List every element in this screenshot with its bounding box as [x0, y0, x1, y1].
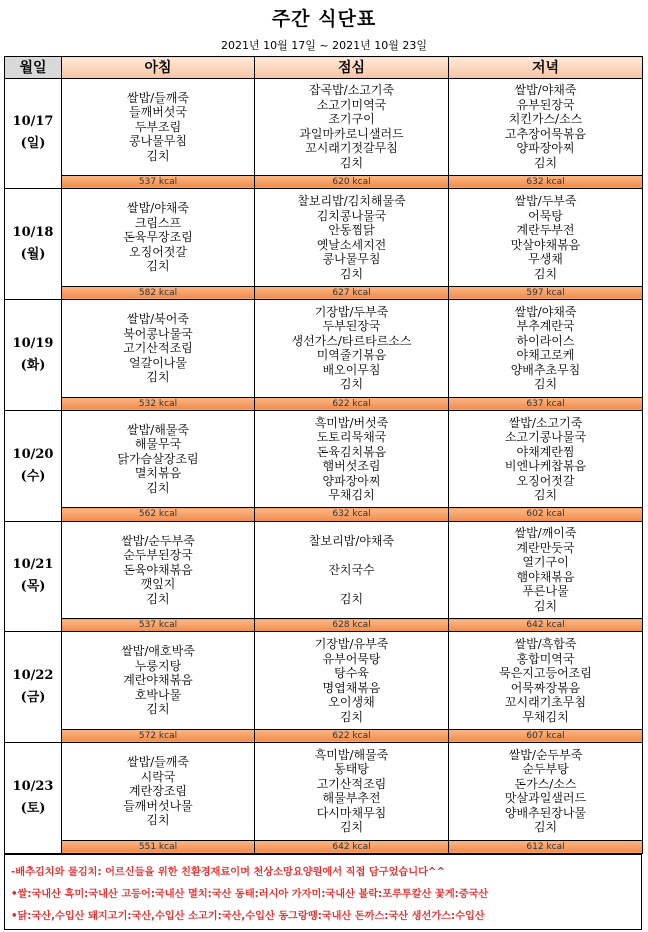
day-date: 10/20: [12, 446, 54, 462]
header-breakfast: 아침: [62, 57, 255, 79]
breakfast-cell: [62, 189, 255, 286]
menu-item: 김치: [146, 259, 170, 274]
menu-item: 순두부된장국: [123, 548, 193, 563]
menu-item: 계란장조림: [129, 784, 187, 799]
day-weekday: (수): [20, 468, 46, 484]
menu-item: 부추계란국: [516, 319, 575, 334]
menu-item: 닭가슴살장조림: [117, 451, 199, 466]
day-row: [5, 300, 643, 397]
menu-item: 치킨가스/소스: [508, 112, 583, 127]
menu-item: 들깨버섯국: [129, 105, 187, 119]
day-date: 10/19: [12, 335, 54, 351]
menu-item: 열기구이: [522, 555, 569, 570]
menu-item: 찰보리밥/김치해물죽: [297, 194, 406, 209]
dinner-kcal: 607 kcal: [449, 729, 643, 742]
dinner-cell: [449, 78, 643, 175]
menu-item: 탕수육: [334, 666, 369, 681]
dinner-cell: [449, 743, 643, 840]
menu-item: 무채김치: [328, 488, 375, 503]
menu-item: 도토리묵채국: [316, 430, 387, 445]
menu-item: 조기구이: [328, 112, 375, 127]
lunch-kcal: 642 kcal: [255, 840, 449, 853]
menu-item: 김치: [339, 709, 364, 724]
menu-item: 쌀밥/흑합죽: [514, 637, 577, 652]
menu-item: 콩나물무침: [322, 252, 381, 267]
menu-item: 콩나물무침: [129, 134, 187, 148]
menu-item: 꼬시래기초무침: [504, 695, 587, 710]
breakfast-cell: [62, 410, 255, 507]
day-label: [5, 410, 62, 521]
lunch-cell: [255, 189, 449, 286]
menu-item: 홍합미역국: [516, 651, 575, 666]
dinner-kcal: 642 kcal: [449, 619, 643, 632]
menu-item: 어묵짜장볶음: [510, 680, 581, 695]
menu-item: 양배추된장나물: [504, 805, 587, 820]
day-label: [5, 300, 62, 411]
lunch-cell: [255, 410, 449, 507]
menu-item: 두부된장국: [322, 319, 381, 334]
menu-item: 김치: [339, 377, 364, 392]
breakfast-cell: [62, 300, 255, 397]
menu-item: 오징어젓갈: [129, 244, 187, 259]
breakfast-kcal: 551 kcal: [62, 840, 255, 853]
menu-item: 쌀밥/들깨죽: [126, 755, 189, 770]
day-date: 10/18: [12, 225, 54, 241]
lunch-cell: [255, 300, 449, 397]
menu-item: 해물무국: [134, 437, 182, 452]
breakfast-kcal: 572 kcal: [62, 729, 255, 742]
dinner-kcal: 632 kcal: [449, 175, 643, 188]
menu-item: 김치: [146, 148, 170, 163]
kcal-row: [5, 286, 643, 299]
menu-item: 옛날소세지전: [316, 237, 387, 252]
header-lunch: 점심: [255, 57, 449, 79]
day-weekday: (화): [20, 357, 46, 373]
kcal-row: [5, 397, 643, 410]
menu-item: 김치: [533, 598, 558, 613]
menu-item: 쌀밥/순두부죽: [121, 533, 195, 548]
notes-box: [4, 854, 642, 930]
day-label: [5, 632, 62, 743]
menu-item: 돈가스/소스: [514, 776, 577, 791]
menu-item: 잔치국수: [328, 562, 375, 577]
header-dinner: 저녁: [449, 57, 643, 79]
menu-item: [255, 577, 448, 592]
lunch-cell: [255, 632, 449, 729]
dinner-cell: [449, 410, 643, 507]
menu-item: 김치콩나물국: [316, 208, 387, 223]
lunch-cell: [255, 521, 449, 618]
lunch-kcal: 622 kcal: [255, 397, 449, 410]
menu-item: 쌀밥/북어죽: [126, 312, 189, 327]
kcal-row: [5, 729, 643, 742]
menu-item: 흑미밥/해물죽: [314, 747, 389, 762]
note-kimchi: -배추김치와 물김치: 어르신들을 위한 친환경재료이며 천상소망요양원에서 직접 담구었습니다^^: [11, 867, 446, 878]
menu-item: [255, 548, 448, 563]
day-date: 10/22: [12, 668, 54, 684]
day-row: [5, 78, 643, 175]
menu-item: 시락국: [140, 769, 176, 784]
note-origin-seafood: •쌀:국내산 흑미:국내산 고등어:국내산 멸치:국산 동태:러시아 가자미:국내산 볼락:포루투칼산 꽃게:중국산: [11, 889, 489, 900]
menu-item: 생선가스/타르타르소스: [291, 333, 412, 348]
menu-item: 맛살야채볶음: [510, 237, 581, 252]
day-date: 10/21: [12, 557, 54, 573]
menu-item: 흑미밥/버섯죽: [314, 415, 389, 430]
menu-item: 야채고로케: [516, 348, 575, 363]
menu-item: 김치: [339, 266, 364, 281]
menu-item: 순두부탕: [522, 762, 569, 777]
menu-item: 햄버섯조림: [322, 459, 381, 474]
kcal-row: [5, 175, 643, 188]
day-label: [5, 521, 62, 632]
menu-item: 야채계란찜: [516, 444, 575, 459]
day-row: [5, 632, 643, 729]
breakfast-cell: [62, 78, 255, 175]
day-weekday: (토): [20, 801, 46, 817]
date-range: 2021년 10월 17일 ~ 2021년 10월 23일: [221, 39, 427, 52]
dinner-kcal: 637 kcal: [449, 397, 643, 410]
menu-item: 김치: [146, 591, 170, 606]
lunch-kcal: 620 kcal: [255, 175, 449, 188]
day-weekday: (월): [20, 247, 46, 263]
day-row: [5, 743, 643, 840]
menu-item: 고기산적조림: [316, 776, 387, 791]
menu-item: 깻잎지: [140, 577, 176, 592]
kcal-row: [5, 619, 643, 632]
kcal-row: [5, 840, 643, 853]
breakfast-kcal: 532 kcal: [62, 397, 255, 410]
menu-item: 계란야채볶음: [123, 673, 193, 688]
menu-item: 계란만둣국: [516, 540, 575, 555]
menu-item: 김치: [146, 813, 170, 828]
menu-item: 무생채: [528, 252, 563, 267]
menu-item: 쌀밥/해물죽: [126, 422, 189, 437]
menu-item: 김치: [146, 702, 170, 717]
menu-item: 소고기미역국: [316, 97, 387, 112]
menu-item: 얼갈이나물: [129, 355, 187, 370]
menu-item: 기장밥/유부죽: [314, 637, 389, 652]
menu-item: 쌀밥/애호박죽: [121, 644, 195, 659]
menu-item: 비엔나케찹볶음: [504, 459, 587, 474]
menu-item: 돈육무장조림: [123, 230, 193, 245]
menu-item: 배오이무침: [322, 362, 381, 377]
menu-item: 맛살과일샐러드: [504, 791, 587, 806]
menu-item: 유부된장국: [516, 97, 575, 112]
menu-item: 쌀밥/야채죽: [514, 304, 577, 319]
day-row: [5, 189, 643, 286]
day-date: 10/17: [12, 114, 54, 130]
menu-item: 김치: [533, 820, 558, 835]
menu-item: 기장밥/두부죽: [314, 304, 389, 319]
menu-item: 누룽지탕: [134, 658, 182, 673]
dinner-kcal: 612 kcal: [449, 840, 643, 853]
menu-item: 김치: [533, 266, 558, 281]
day-row: [5, 410, 643, 507]
menu-item: 김치: [339, 591, 364, 606]
lunch-cell: [255, 743, 449, 840]
breakfast-kcal: 537 kcal: [62, 175, 255, 188]
day-label: [5, 78, 62, 189]
day-date: 10/23: [12, 779, 54, 795]
menu-item: 북어콩나물국: [123, 326, 193, 341]
menu-item: 김치: [339, 155, 364, 170]
menu-item: 고기산적조림: [123, 341, 193, 356]
dinner-kcal: 602 kcal: [449, 508, 643, 521]
breakfast-cell: [62, 521, 255, 618]
lunch-kcal: 627 kcal: [255, 286, 449, 299]
menu-item: 묵은지고등어조림: [499, 666, 592, 681]
menu-item: 김치: [339, 820, 364, 835]
lunch-kcal: 628 kcal: [255, 619, 449, 632]
note-origin-meat: •닭:국산,수입산 돼지고기:국산,수입산 소고기:국산,수입산 동그랑땡:국내산 돈까스:국산 생선가스:수입산: [11, 911, 485, 922]
menu-item: 계란두부전: [516, 223, 575, 238]
day-row: [5, 521, 643, 618]
day-weekday: (금): [20, 690, 46, 706]
menu-item: 푸른나물: [522, 584, 569, 599]
menu-item: 유부어묵탕: [322, 651, 381, 666]
menu-item: 김치: [533, 488, 558, 503]
lunch-cell: [255, 78, 449, 175]
menu-item: 돈육야채볶음: [123, 562, 193, 577]
menu-item: 호박나물: [134, 687, 182, 702]
menu-item: 김치: [533, 377, 558, 392]
menu-item: 과일마카로니샐러드: [299, 126, 404, 141]
menu-item: 돈육김치볶음: [316, 444, 387, 459]
dinner-cell: [449, 632, 643, 729]
menu-item: 멸치볶음: [134, 466, 182, 481]
table-header-row: [5, 57, 643, 79]
menu-item: 쌀밥/두부죽: [514, 194, 577, 209]
menu-item: 찰보리밥/야채죽: [308, 533, 395, 548]
dinner-cell: [449, 521, 643, 618]
menu-item: 다시마채무침: [316, 805, 387, 820]
menu-item: 안동찜닭: [328, 223, 375, 238]
dinner-kcal: 597 kcal: [449, 286, 643, 299]
menu-item: 양파장아찌: [322, 473, 381, 488]
breakfast-cell: [62, 632, 255, 729]
menu-item: 쌀밥/소고기죽: [508, 415, 583, 430]
day-weekday: (일): [20, 136, 46, 152]
menu-item: 김치: [146, 480, 170, 495]
menu-item: 햄야채볶음: [516, 569, 575, 584]
menu-item: 들깨버섯나물: [123, 798, 193, 813]
menu-item: 크림스프: [134, 215, 182, 230]
menu-item: 양파장아찌: [516, 141, 575, 156]
lunch-kcal: 632 kcal: [255, 508, 449, 521]
menu-item: 쌀밥/깨이죽: [514, 526, 577, 541]
page-title: 주간 식단표: [271, 8, 377, 30]
menu-item: 소고기콩나물국: [504, 430, 587, 445]
menu-item: 해물부추전: [322, 791, 381, 806]
menu-item: 미역줄기볶음: [316, 348, 387, 363]
menu-item: 오이생채: [328, 695, 375, 710]
menu-item: 명엽채볶음: [322, 680, 381, 695]
menu-item: 양배추초무침: [510, 362, 581, 377]
day-label: [5, 189, 62, 300]
menu-item: 김치: [146, 370, 170, 385]
menu-item: 쌀밥/야채죽: [126, 201, 189, 216]
breakfast-kcal: 582 kcal: [62, 286, 255, 299]
menu-item: 쌀밥/순두부죽: [508, 747, 583, 762]
day-weekday: (목): [20, 579, 46, 595]
menu-item: 쌀밥/들깨죽: [126, 90, 189, 105]
menu-item: 잡곡밥/소고기죽: [308, 83, 395, 98]
menu-item: 쌀밥/야채죽: [514, 83, 577, 98]
menu-item: 꼬시래기젓갈무침: [305, 141, 398, 156]
day-label: [5, 743, 62, 854]
menu-item: 고추장어묵볶음: [504, 126, 587, 141]
menu-item: 어묵탕: [528, 208, 563, 223]
header-day: 월일: [5, 57, 62, 79]
dinner-cell: [449, 300, 643, 397]
dinner-cell: [449, 189, 643, 286]
breakfast-cell: [62, 743, 255, 840]
kcal-row: [5, 508, 643, 521]
menu-item: 오징어젓갈: [516, 473, 575, 488]
menu-item: 두부조림: [134, 119, 182, 134]
breakfast-kcal: 537 kcal: [62, 619, 255, 632]
lunch-kcal: 622 kcal: [255, 729, 449, 742]
breakfast-kcal: 562 kcal: [62, 508, 255, 521]
menu-item: 동태탕: [334, 762, 369, 777]
weekly-menu-table: [4, 56, 643, 854]
menu-item: 무채김치: [522, 709, 569, 724]
menu-item: 김치: [533, 155, 558, 170]
menu-item: 하이라이스: [516, 333, 575, 348]
